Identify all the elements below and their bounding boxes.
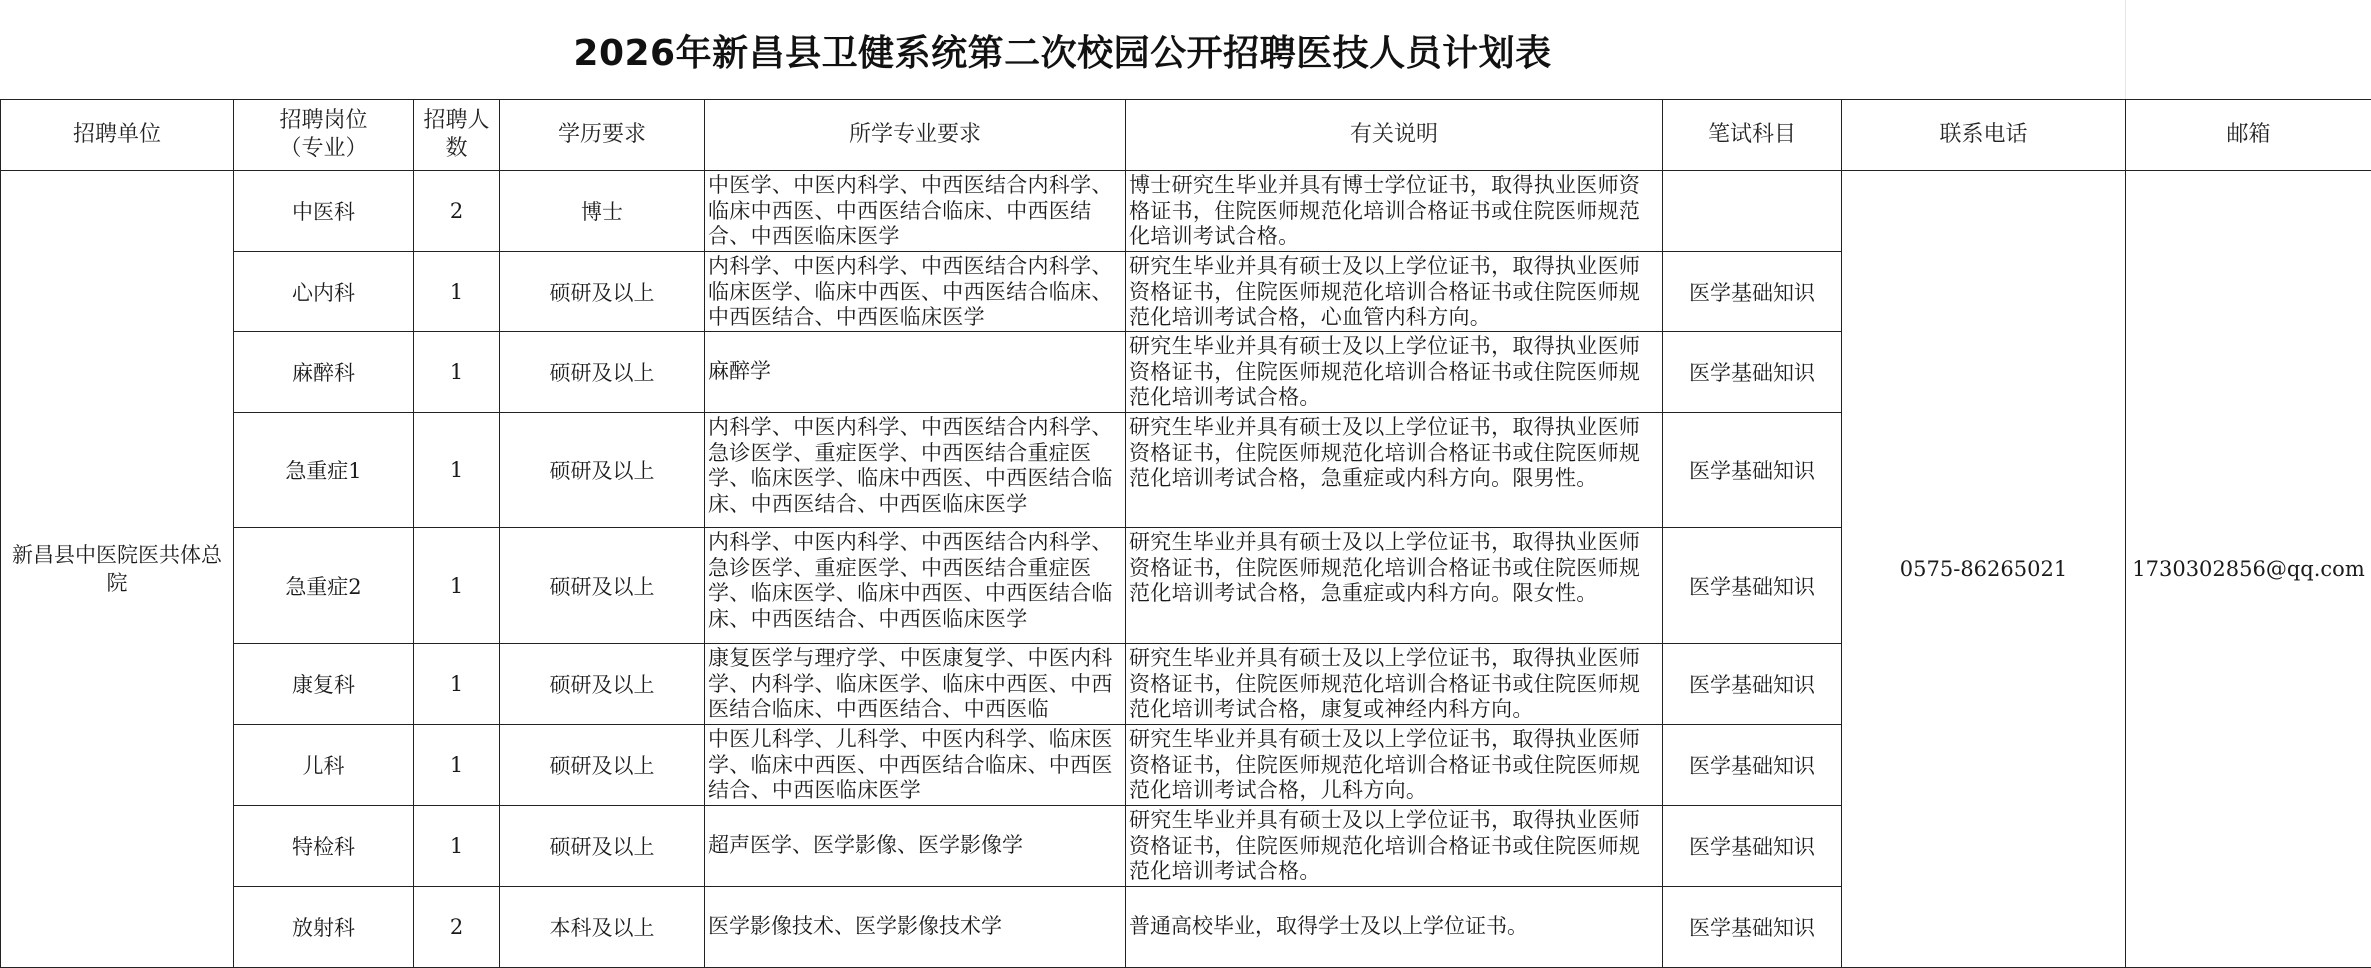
count-cell: 1: [414, 528, 500, 644]
education-cell: 博士: [500, 171, 705, 252]
education-cell: 硕研及以上: [500, 332, 705, 413]
count-cell: 1: [414, 332, 500, 413]
header-post-label: 招聘岗位（专业）: [279, 108, 368, 161]
major-text: 中医学、中医内科学、中西医结合内科学、临床中西医、中西医结合临床、中西医结合、中西医临床医学: [708, 173, 1113, 248]
count-cell: 1: [414, 806, 500, 887]
header-education: 学历要求: [500, 100, 705, 171]
education-cell: 硕研及以上: [500, 725, 705, 806]
table-row: [1, 171, 2371, 252]
notes-cell: [1126, 806, 1663, 887]
notes-cell: [1126, 725, 1663, 806]
major-cell: [705, 413, 1126, 528]
post-cell: 康复科: [234, 644, 414, 725]
count-cell: 2: [414, 887, 500, 968]
education-cell: 硕研及以上: [500, 413, 705, 528]
recruitment-plan-table: [0, 99, 2371, 968]
notes-text: 研究生毕业并具有硕士及以上学位证书，取得执业医师资格证书，住院医师规范化培训合格证书或住院医师规范化培训考试合格，儿科方向。: [1129, 727, 1641, 802]
header-notes: 有关说明: [1126, 100, 1663, 171]
post-cell: 心内科: [234, 252, 414, 332]
major-text: 康复医学与理疗学、中医康复学、中医内科学、内科学、临床医学、临床中西医、中西医结合临床、中西医结合、中西医临: [708, 646, 1113, 721]
header-count: 招聘人数: [414, 100, 500, 171]
header-phone: 联系电话: [1842, 100, 2126, 171]
notes-text: 研究生毕业并具有硕士及以上学位证书，取得执业医师资格证书，住院医师规范化培训合格证书或住院医师规范化培训考试合格。: [1129, 808, 1641, 883]
major-cell: 麻醉学: [705, 332, 1126, 413]
major-cell: 超声医学、医学影像、医学影像学: [705, 806, 1126, 887]
notes-cell: [1126, 252, 1663, 332]
post-cell: 儿科: [234, 725, 414, 806]
major-cell: [705, 171, 1126, 252]
education-cell: 本科及以上: [500, 887, 705, 968]
header-email: 邮箱: [2126, 100, 2371, 171]
education-cell: 硕研及以上: [500, 528, 705, 644]
count-cell: 1: [414, 252, 500, 332]
post-cell: 放射科: [234, 887, 414, 968]
notes-text: 研究生毕业并具有硕士及以上学位证书，取得执业医师资格证书，住院医师规范化培训合格证书或住院医师规范化培训考试合格。: [1129, 334, 1641, 409]
post-cell: 急重症2: [234, 528, 414, 644]
exam-cell: 医学基础知识: [1663, 725, 1842, 806]
exam-cell: 医学基础知识: [1663, 332, 1842, 413]
header-unit: 招聘单位: [1, 100, 234, 171]
notes-cell: [1126, 171, 1663, 252]
major-text: 内科学、中医内科学、中西医结合内科学、急诊医学、重症医学、中西医结合重症医学、临床医学、临床中西医、中西医结合临床、中西医结合、中西医临床医学: [708, 415, 1113, 516]
notes-cell: [1126, 413, 1663, 528]
email-cell: 1730302856@qq.com: [2126, 171, 2371, 968]
count-cell: 2: [414, 171, 500, 252]
exam-cell: 医学基础知识: [1663, 413, 1842, 528]
post-cell: 麻醉科: [234, 332, 414, 413]
major-cell: 医学影像技术、医学影像技术学: [705, 887, 1126, 968]
major-text: 内科学、中医内科学、中西医结合内科学、临床医学、临床中西医、中西医结合临床、中西医结合、中西医临床医学: [708, 254, 1113, 329]
education-cell: 硕研及以上: [500, 644, 705, 725]
exam-cell: 医学基础知识: [1663, 887, 1842, 968]
education-cell: 硕研及以上: [500, 806, 705, 887]
major-cell: [705, 252, 1126, 332]
major-text: 内科学、中医内科学、中西医结合内科学、急诊医学、重症医学、中西医结合重症医学、临床医学、临床中西医、中西医结合临床、中西医结合、中西医临床医学: [708, 530, 1113, 631]
header-major: 所学专业要求: [705, 100, 1126, 171]
exam-cell: 医学基础知识: [1663, 528, 1842, 644]
major-text: 中医儿科学、儿科学、中医内科学、临床医学、临床中西医、中西医结合临床、中西医结合、中西医临床医学: [708, 727, 1113, 802]
exam-cell: 医学基础知识: [1663, 644, 1842, 725]
notes-text: 研究生毕业并具有硕士及以上学位证书，取得执业医师资格证书，住院医师规范化培训合格证书或住院医师规范化培训考试合格，心血管内科方向。: [1129, 254, 1641, 329]
phone-cell: 0575-86265021: [1842, 171, 2126, 968]
title-bar: [0, 0, 2126, 100]
unit-name-cell: 新昌县中医院医共体总院: [1, 171, 234, 968]
major-cell: [705, 528, 1126, 644]
exam-cell: 医学基础知识: [1663, 806, 1842, 887]
notes-cell: [1126, 644, 1663, 725]
major-cell: [705, 644, 1126, 725]
post-cell: 中医科: [234, 171, 414, 252]
count-cell: 1: [414, 644, 500, 725]
header-exam: 笔试科目: [1663, 100, 1842, 171]
notes-cell: [1126, 528, 1663, 644]
major-cell: [705, 725, 1126, 806]
exam-cell: 医学基础知识: [1663, 252, 1842, 332]
document-title: 2026年新昌县卫健系统第二次校园公开招聘医技人员计划表: [573, 32, 1552, 74]
notes-text: 博士研究生毕业并具有博士学位证书，取得执业医师资格证书，住院医师规范化培训合格证书或住院医师规范化培训考试合格。: [1129, 173, 1641, 248]
count-cell: 1: [414, 413, 500, 528]
notes-text: 研究生毕业并具有硕士及以上学位证书，取得执业医师资格证书，住院医师规范化培训合格证书或住院医师规范化培训考试合格，急重症或内科方向。限男性。: [1129, 415, 1641, 490]
exam-cell: [1663, 171, 1842, 252]
education-cell: 硕研及以上: [500, 252, 705, 332]
notes-cell: 普通高校毕业，取得学士及以上学位证书。: [1126, 887, 1663, 968]
header-post: [234, 100, 414, 171]
post-cell: 急重症1: [234, 413, 414, 528]
count-cell: 1: [414, 725, 500, 806]
notes-text: 研究生毕业并具有硕士及以上学位证书，取得执业医师资格证书，住院医师规范化培训合格证书或住院医师规范化培训考试合格，康复或神经内科方向。: [1129, 646, 1641, 721]
notes-cell: [1126, 332, 1663, 413]
notes-text: 研究生毕业并具有硕士及以上学位证书，取得执业医师资格证书，住院医师规范化培训合格证书或住院医师规范化培训考试合格，急重症或内科方向。限女性。: [1129, 530, 1641, 605]
post-cell: 特检科: [234, 806, 414, 887]
header-row: [1, 100, 2371, 171]
